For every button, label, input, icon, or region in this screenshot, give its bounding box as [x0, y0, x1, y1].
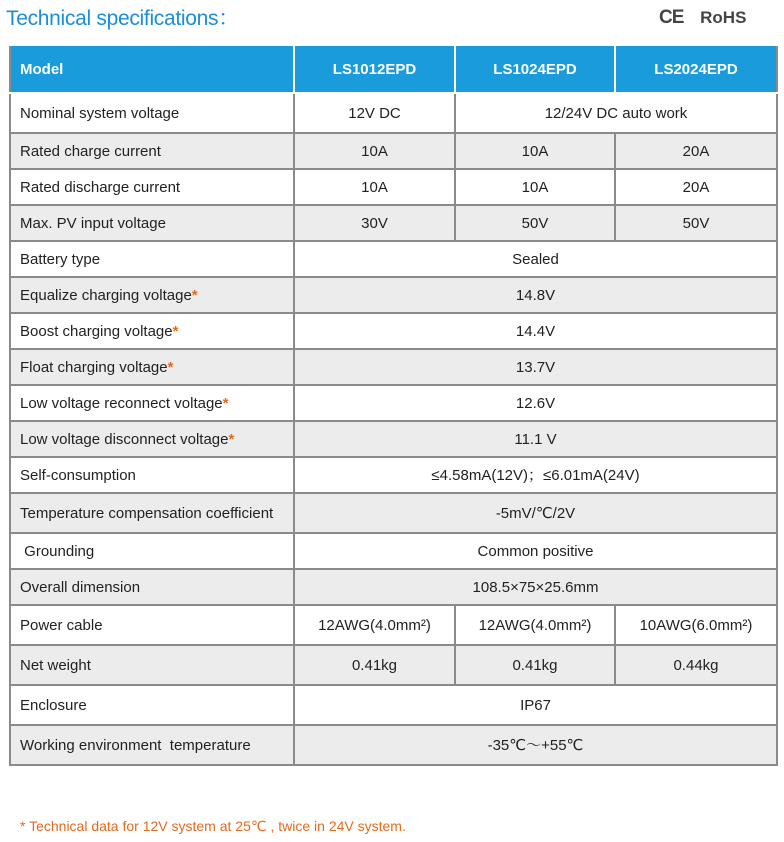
header-ls1012epd: LS1012EPD: [294, 46, 455, 93]
table-row: [10, 349, 777, 385]
cell-value: 0.44kg: [615, 645, 777, 685]
table-row: [10, 533, 777, 569]
footnote-star: *: [222, 394, 229, 412]
footnote-star: *: [172, 322, 179, 340]
cell-value: 30V: [294, 205, 455, 241]
certification-marks: [659, 7, 746, 29]
cell-value: -5mV/℃/2V: [294, 493, 777, 533]
table-header-row: [10, 46, 777, 93]
cell-value: ≤4.58mA(12V)；≤6.01mA(24V): [294, 457, 777, 493]
row-label: Max. PV input voltage: [10, 205, 294, 241]
cell-value: Common positive: [294, 533, 777, 569]
table-row: [10, 313, 777, 349]
row-label: Equalize charging voltage*: [10, 277, 294, 313]
spec-table: [9, 46, 778, 766]
cell-value: Sealed: [294, 241, 777, 277]
table-row: [10, 493, 777, 533]
header-ls1024epd: LS1024EPD: [455, 46, 615, 93]
page-title: Technical specifications：: [6, 7, 239, 30]
row-label: Overall dimension: [10, 569, 294, 605]
row-label: Boost charging voltage*: [10, 313, 294, 349]
cell-value: 10A: [294, 133, 455, 169]
cell-value: 10A: [294, 169, 455, 205]
row-label: Low voltage reconnect voltage*: [10, 385, 294, 421]
cell-value: 14.4V: [294, 313, 777, 349]
row-label: Power cable: [10, 605, 294, 645]
row-label: Low voltage disconnect voltage*: [10, 421, 294, 457]
table-row: [10, 685, 777, 725]
cell-value: -35℃～+55℃: [294, 725, 777, 765]
cell-value: 13.7V: [294, 349, 777, 385]
cell-value: 12AWG(4.0mm²): [294, 605, 455, 645]
footnote-star: *: [167, 358, 174, 376]
table-row: [10, 421, 777, 457]
cell-value: 11.1 V: [294, 421, 777, 457]
cell-value: 12/24V DC auto work: [455, 93, 777, 133]
row-label: Rated discharge current: [10, 169, 294, 205]
cell-value: 50V: [455, 205, 615, 241]
cell-value: 12.6V: [294, 385, 777, 421]
row-label: Nominal system voltage: [10, 93, 294, 133]
cell-value: 50V: [615, 205, 777, 241]
table-row: [10, 277, 777, 313]
row-label: Working environment temperature: [10, 725, 294, 765]
cell-value: 10AWG(6.0mm²): [615, 605, 777, 645]
footnote-star: *: [191, 286, 198, 304]
table-row: [10, 645, 777, 685]
footnote-star: *: [228, 430, 235, 448]
row-label: Temperature compensation coefficient: [10, 493, 294, 533]
cell-value: 20A: [615, 169, 777, 205]
row-label: Battery type: [10, 241, 294, 277]
cell-value: 12AWG(4.0mm²): [455, 605, 615, 645]
table-row: [10, 385, 777, 421]
table-row: [10, 457, 777, 493]
row-label: Grounding: [10, 533, 294, 569]
ce-mark-icon: CE: [659, 7, 684, 28]
cell-value: 10A: [455, 169, 615, 205]
cell-value: IP67: [294, 685, 777, 725]
table-row: [10, 205, 777, 241]
cell-value: 10A: [455, 133, 615, 169]
row-label: Net weight: [10, 645, 294, 685]
cell-value: 0.41kg: [294, 645, 455, 685]
table-row: [10, 241, 777, 277]
row-label: Self-consumption: [10, 457, 294, 493]
table-row: [10, 569, 777, 605]
cell-value: 12V DC: [294, 93, 455, 133]
row-label: Enclosure: [10, 685, 294, 725]
cell-value: 20A: [615, 133, 777, 169]
cell-value: 14.8V: [294, 277, 777, 313]
header-model: Model: [10, 46, 294, 93]
table-row: [10, 725, 777, 765]
cell-value: 0.41kg: [455, 645, 615, 685]
cell-value: 108.5×75×25.6mm: [294, 569, 777, 605]
rohs-mark: RoHS: [700, 8, 747, 27]
table-row: [10, 93, 777, 133]
table-row: [10, 605, 777, 645]
row-label: Float charging voltage*: [10, 349, 294, 385]
row-label: Rated charge current: [10, 133, 294, 169]
table-row: [10, 169, 777, 205]
footnote: * Technical data for 12V system at 25℃ , twice in 24V system.: [20, 818, 406, 834]
table-row: [10, 133, 777, 169]
header-ls2024epd: LS2024EPD: [615, 46, 777, 93]
